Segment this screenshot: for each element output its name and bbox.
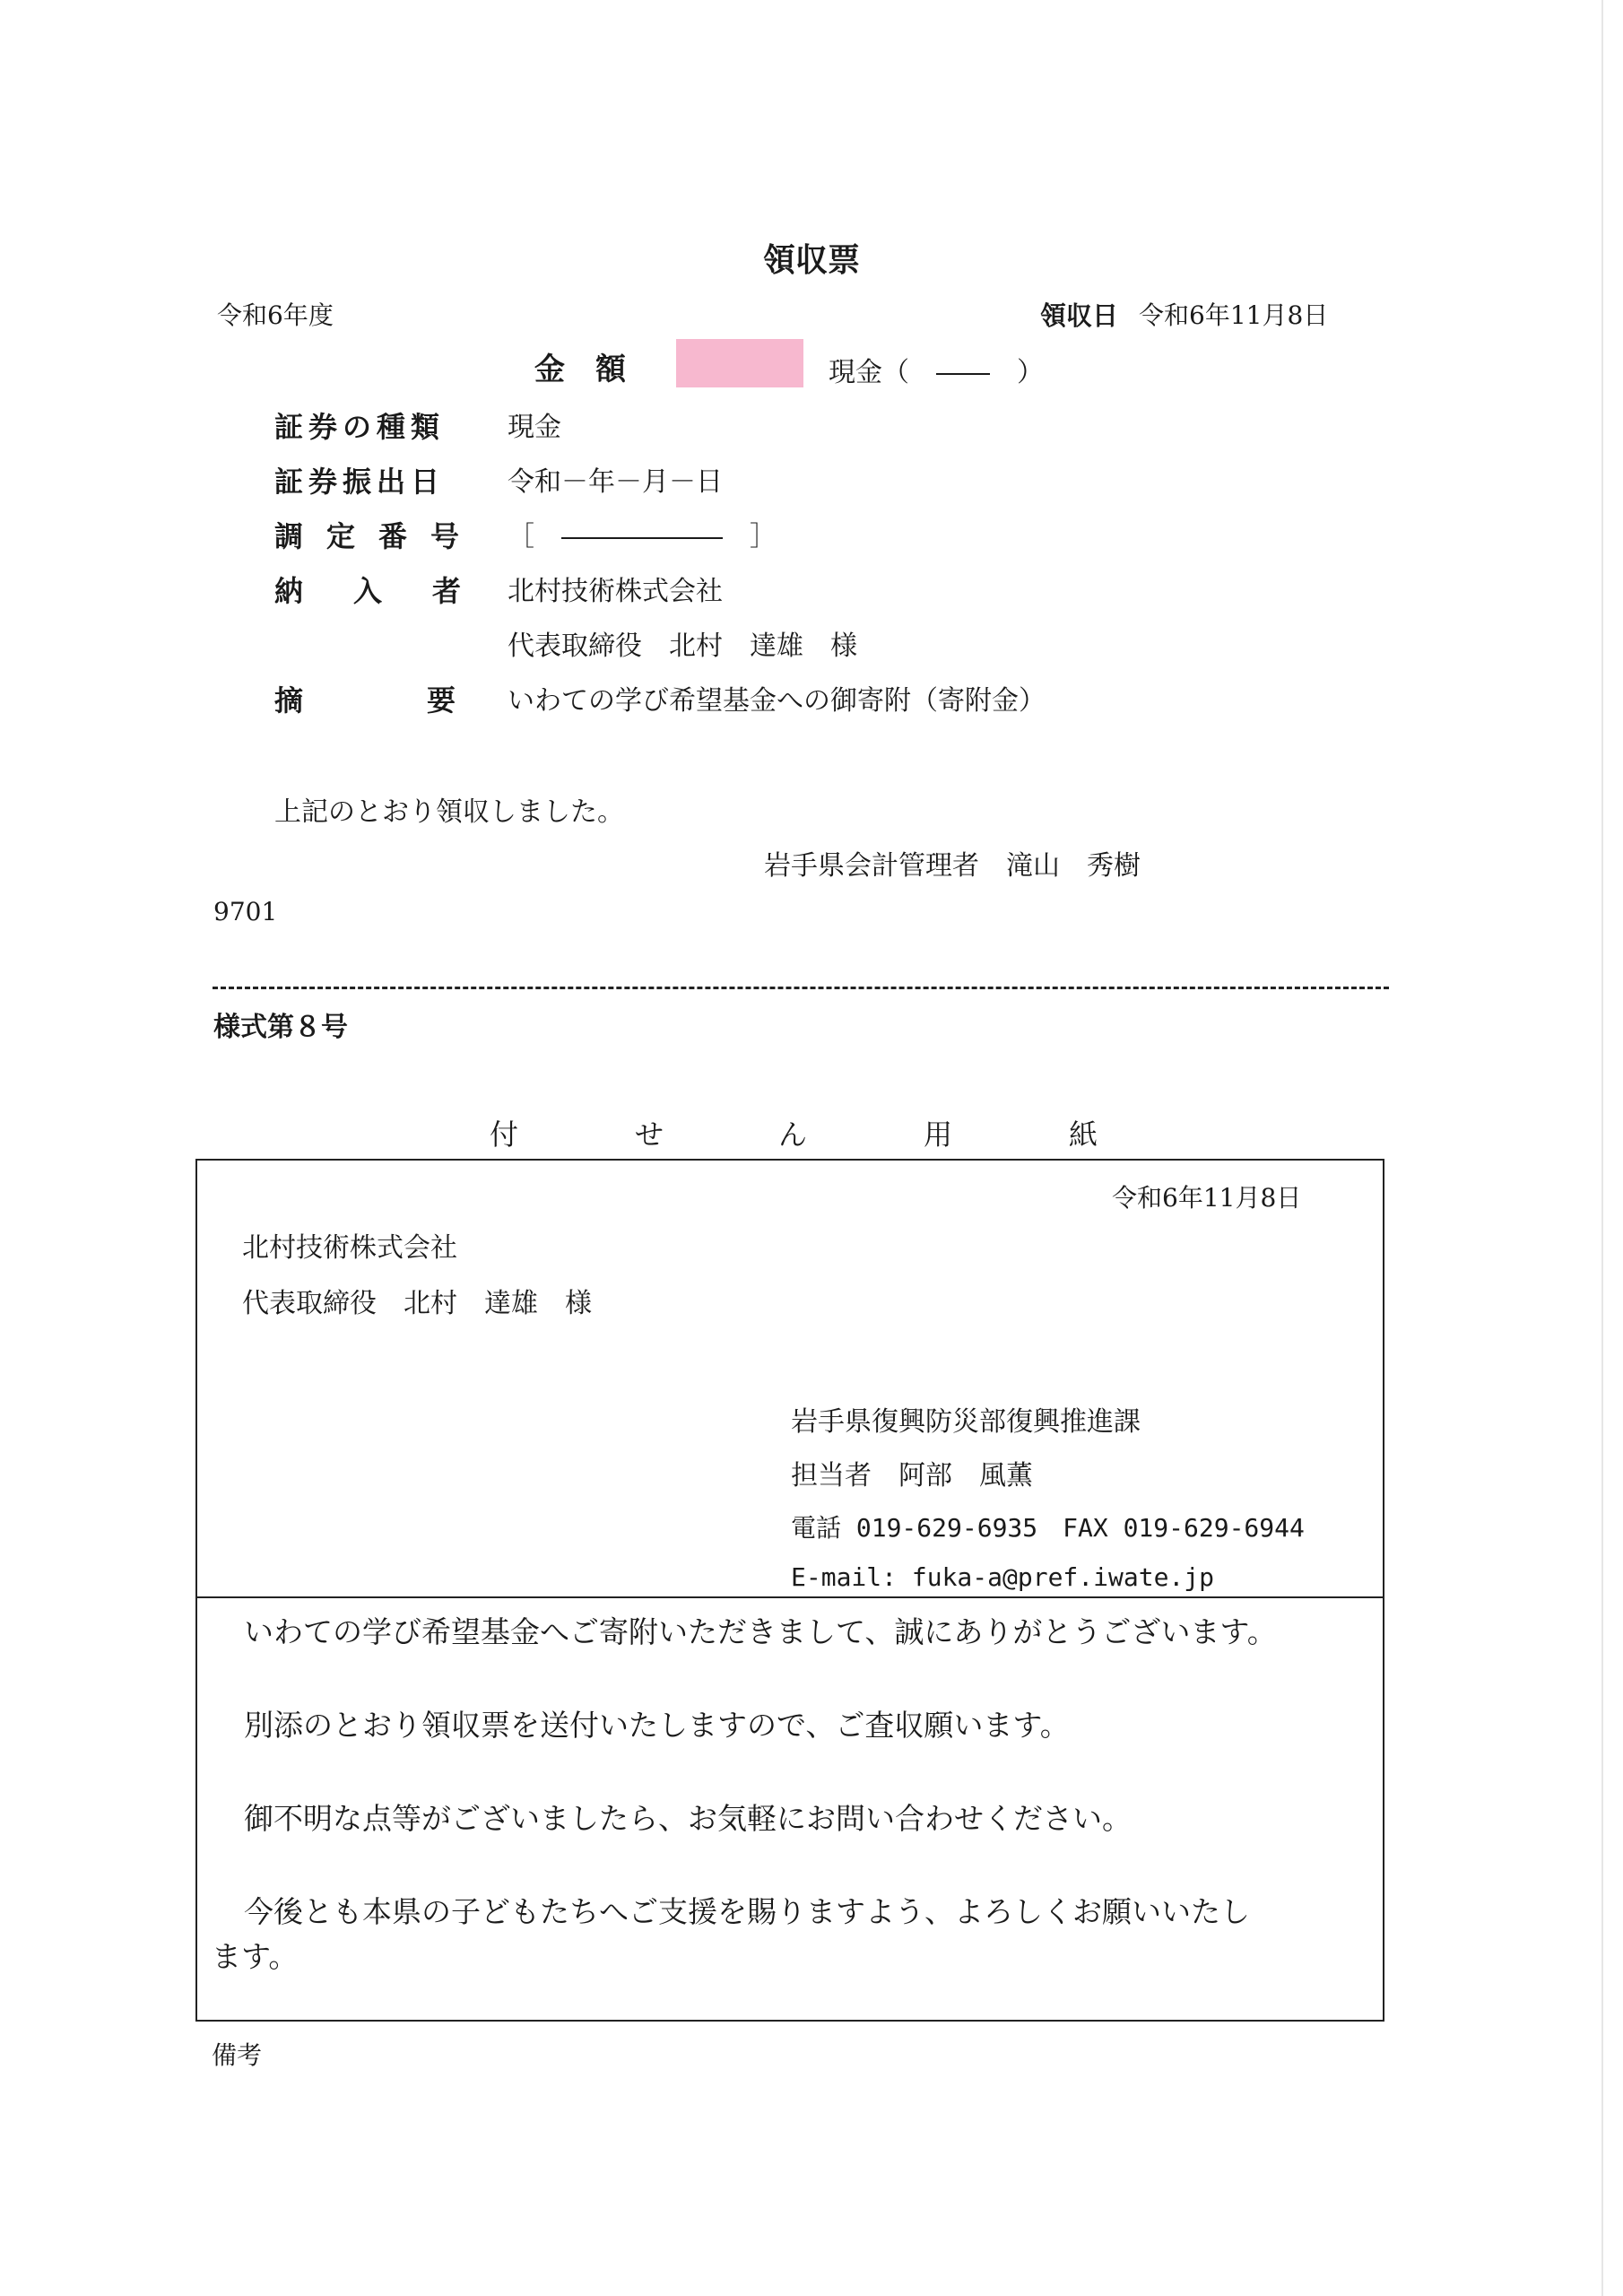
- form-number: 様式第８号: [213, 1012, 348, 1043]
- payer-label: 納入者: [274, 574, 512, 608]
- sender-email: E-mail: fuka-a@pref.iwate.jp: [791, 1562, 1215, 1592]
- amount-label: 金 額: [534, 352, 626, 387]
- message-line: 今後とも本県の子どもたちへご支援を賜りますよう、よろしくお願いいたし: [244, 1894, 1250, 1929]
- recipient-representative: 代表取締役 北村 達雄 様: [242, 1288, 592, 1319]
- receipt-date-label: 領収日: [1040, 300, 1119, 331]
- page-edge-shadow: [1601, 0, 1603, 2296]
- sender-person: 担当者 阿部 風薫: [791, 1460, 1033, 1492]
- assessment-no-label: 調定番号: [274, 519, 483, 553]
- cut-line: [213, 987, 1389, 989]
- security-type-label: 証券の種類: [274, 410, 446, 444]
- summary-value: いわての学び希望基金への御寄附（寄附金）: [508, 685, 1046, 717]
- amount-method: 現金（ ―― ）: [829, 357, 1044, 388]
- fiscal-year: 令和6年度: [217, 300, 334, 330]
- security-type-value: 現金: [508, 412, 561, 443]
- receipt-title: 領収票: [762, 242, 860, 279]
- assessment-no-value: ［ ―――――― ］: [508, 521, 777, 552]
- recipient-company: 北村技術株式会社: [242, 1232, 457, 1264]
- sticky-title-char: ん: [778, 1118, 808, 1152]
- message-line: 別添のとおり領収票を送付いたしますので、ご査収願います。: [244, 1708, 1070, 1743]
- message-line: ます。: [212, 1939, 299, 1974]
- summary-label: 摘要: [274, 683, 580, 718]
- sticky-title-char: 用: [924, 1118, 953, 1152]
- sender-department: 岩手県復興防災部復興推進課: [791, 1406, 1141, 1438]
- issuer: 岩手県会計管理者 滝山 秀樹: [764, 850, 1141, 882]
- amount-redaction: [676, 339, 803, 387]
- sticky-title-char: 紙: [1069, 1118, 1098, 1152]
- sticky-note-divider: [195, 1596, 1384, 1598]
- sticky-date: 令和6年11月8日: [1112, 1183, 1302, 1213]
- receipt-date: 令和6年11月8日: [1139, 300, 1329, 330]
- sticky-title-char: せ: [635, 1118, 664, 1152]
- sticky-title-char: 付: [490, 1118, 519, 1152]
- issue-date-value: 令和－年－月－日: [508, 466, 723, 498]
- issue-date-label: 証券振出日: [274, 465, 446, 499]
- receipt-statement: 上記のとおり領収しました。: [274, 796, 624, 828]
- payer-representative: 代表取締役 北村 達雄 様: [508, 631, 857, 662]
- sender-phone-fax: 電話 019-629-6935 FAX 019-629-6944: [791, 1513, 1305, 1543]
- remarks-label: 備考: [212, 2040, 263, 2070]
- message-line: 御不明な点等がございましたら、お気軽にお問い合わせください。: [244, 1801, 1132, 1836]
- payer-company: 北村技術株式会社: [508, 576, 723, 607]
- message-line: いわての学び希望基金へご寄附いただきまして、誠にありがとうございます。: [244, 1614, 1277, 1649]
- receipt-code: 9701: [213, 897, 278, 926]
